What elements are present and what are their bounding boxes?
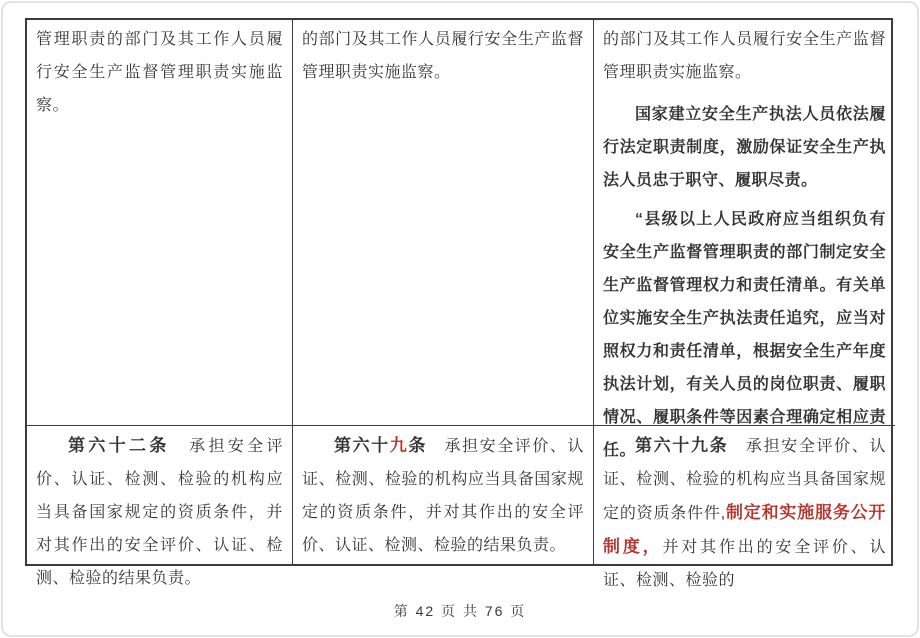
- table-cell-middle-continuation: [293, 20, 594, 426]
- table-cell-article-69-draft: [293, 426, 594, 564]
- paragraph: [302, 429, 584, 562]
- article-number-label: 第六十: [334, 436, 390, 455]
- text-run: 并对其作出的安全评价、认证、检测、检验的: [603, 539, 886, 589]
- table-cell-article-69-new: [594, 426, 895, 589]
- text-run: “县级以上人民政府应当组织负有安全生产监督管理职责的部门制定安全生产监督管理权力和责任清单。有关单位实施安全生产执法责任追究，应当对照权力和责任清单，根据安全生产年度执法计划，有关人员的岗位职责、履职情况、履职条件等因素合理确定相应责任。: [603, 211, 886, 459]
- article-number-label: 条: [408, 436, 427, 455]
- article-number-label: 第六十九条: [635, 436, 729, 455]
- table-cell-old-law-continuation: [27, 20, 293, 426]
- paragraph: [36, 23, 283, 122]
- added-text-red: 制定和实施服务公开制度，: [603, 503, 886, 556]
- paragraph: [302, 23, 584, 89]
- text-run: 的部门及其工作人员履行安全生产监督管理职责实施监察。: [603, 31, 886, 81]
- paragraph-added-red: [603, 98, 886, 197]
- text-run: 的部门及其工作人员履行安全生产监督管理职责实施监察。: [302, 31, 584, 81]
- paragraph: [36, 429, 283, 595]
- page-number-footer: 第 42 页 共 76 页: [393, 603, 527, 619]
- law-comparison-table: [25, 18, 893, 589]
- text-run: 国家建立安全生产执法人员依法履行法定职责制度，激励保证安全生产执法人员忠于职守、履职尽责。: [603, 106, 886, 189]
- article-number-label: 第六十二条: [68, 436, 170, 455]
- paragraph: [603, 429, 886, 597]
- text-run: 管理职责的部门及其工作人员履行安全生产监督管理职责实施监察。: [36, 31, 283, 114]
- table-cell-article-62: [27, 426, 293, 587]
- text-run: 承担安全评价、认证、检测、检验的机构应当具备国家规定的资质条件，并对其作出的安全评价、认证、检测、检验的结果负责。: [302, 438, 584, 554]
- article-number-changed-digit: 九: [389, 436, 409, 455]
- text-run: 承担安全评价、认证、检测、检验的机构应当具备国家规定的资质条件件,: [603, 438, 886, 522]
- text-run: 承担安全评价、认证、检测、检验的机构应当具备国家规定的资质条件，并对其作出的安全评价、认证、检测、检验的结果负责。: [36, 438, 283, 587]
- paragraph: [603, 23, 886, 89]
